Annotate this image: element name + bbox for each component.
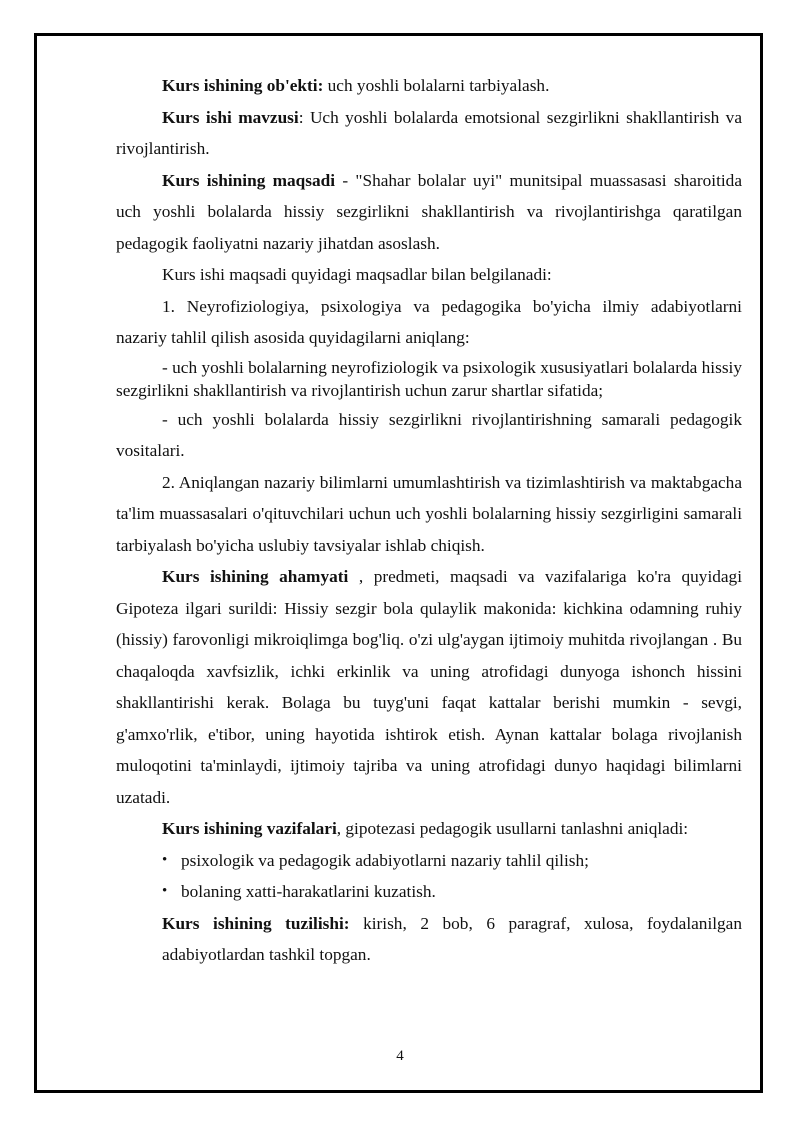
term-label: Kurs ishining ahamyati (162, 567, 349, 586)
paragraph-goal (116, 165, 742, 260)
list-item (162, 845, 742, 877)
paragraph-significance (116, 561, 742, 813)
term-label: Kurs ishining maqsadi (162, 170, 336, 190)
paragraph-text: : Uch yoshli bolalarda emotsional sezgirlikni shakllantirish va rivojlantirish. (116, 107, 742, 158)
paragraph-text: , predmeti, maqsadi va vazifalariga ko'ra quyidagi Gipoteza ilgari surildi: Hissiy sezgir bola qulaylik makonida: kichkina odamning ruhiy (hissiy) farovonligi mikroiqlimga bog'liq. o'zi ulg'aygan ijtimoiy muhitda rivojlangan . Bu chaqaloqda xavfsizlik, ichki erkinlik va uning atrofidagi dunyoga ishonch hissini shakllantirishi kerak. Bolaga bu tuyg'uni faqat kattalar berishi mumkin - sevgi, g'amxo'rlik, e'tibor, uning hayotida ishtirok etish. Aynan kattalar bolaga rivojlanish muloqotini ta'minlaydi, ijtimoiy tajriba va uning atrofidagi dunyo haqidagi bilimlarni uzatadi. (116, 567, 742, 807)
term-label: Kurs ishining tuzilishi: (162, 913, 350, 933)
bullet-icon: • (162, 851, 168, 868)
paragraph-dash-1: - uch yoshli bolalarning neyrofiziologik va psixologik xususiyatlari bolalarda hissiy sezgirlikni shakllantirish va rivojlantirish uchun zarur shartlar sifatida; (116, 357, 742, 400)
paragraph-task-2: 2. Aniqlangan nazariy bilimlarni umumlashtirish va tizimlashtirish va maktabgacha ta'lim muassasalari o'qituvchilari uchun uch yoshli bolalarning hissiy sezgirligini samarali tarbiyalash bo'yicha uslubiy tavsiyalar ishlab chiqish. (116, 472, 742, 555)
paragraph-object (116, 70, 742, 102)
term-label: Kurs ishi mavzusi (162, 107, 299, 127)
list-item-text: psixologik va pedagogik adabiyotlarni nazariy tahlil qilish; (181, 850, 589, 870)
bullet-icon: • (162, 883, 168, 899)
list-item (162, 876, 742, 908)
paragraph-structure (116, 908, 742, 971)
paragraph-text: kirish, 2 bob, 6 paragraf, xulosa, foydalanilgan adabiyotlardan tashkil topgan. (162, 913, 742, 964)
paragraph-dash-2: - uch yoshli bolalarda hissiy sezgirlikni rivojlantirishning samarali pedagogik vositalari. (116, 409, 742, 460)
paragraph-tasks (116, 813, 742, 845)
page-number: 4 (396, 1048, 404, 1064)
paragraph-text: , gipotezasi pedagogik usullarni tanlashni aniqladi: (336, 819, 689, 838)
list-item-text: bolaning xatti-harakatlarini kuzatish. (181, 882, 436, 901)
paragraph-task-1: 1. Neyrofiziologiya, psixologiya va pedagogika bo'yicha ilmiy adabiyotlarni nazariy tahlil qilish asosida quyidagilarni aniqlang: (116, 296, 742, 347)
term-label: Kurs ishining vazifalari (162, 819, 337, 838)
bullet-list (116, 845, 742, 908)
paragraph-text: - "Shahar bolalar uyi" munitsipal muassasasi sharoitida uch yoshli bolalarda hissiy sezgirlikni shakllantirish va rivojlantirishga qaratilgan pedagogik faoliyatni nazariy jihatdan asoslash. (116, 170, 742, 253)
document-body (116, 70, 742, 971)
paragraph-goals-intro: Kurs ishi maqsadi quyidagi maqsadlar bilan belgilanadi: (162, 265, 552, 284)
paragraph-topic (116, 102, 742, 165)
paragraph-text: uch yoshli bolalarni tarbiyalash. (323, 76, 550, 95)
term-label: Kurs ishining ob'ekti: (162, 76, 324, 95)
